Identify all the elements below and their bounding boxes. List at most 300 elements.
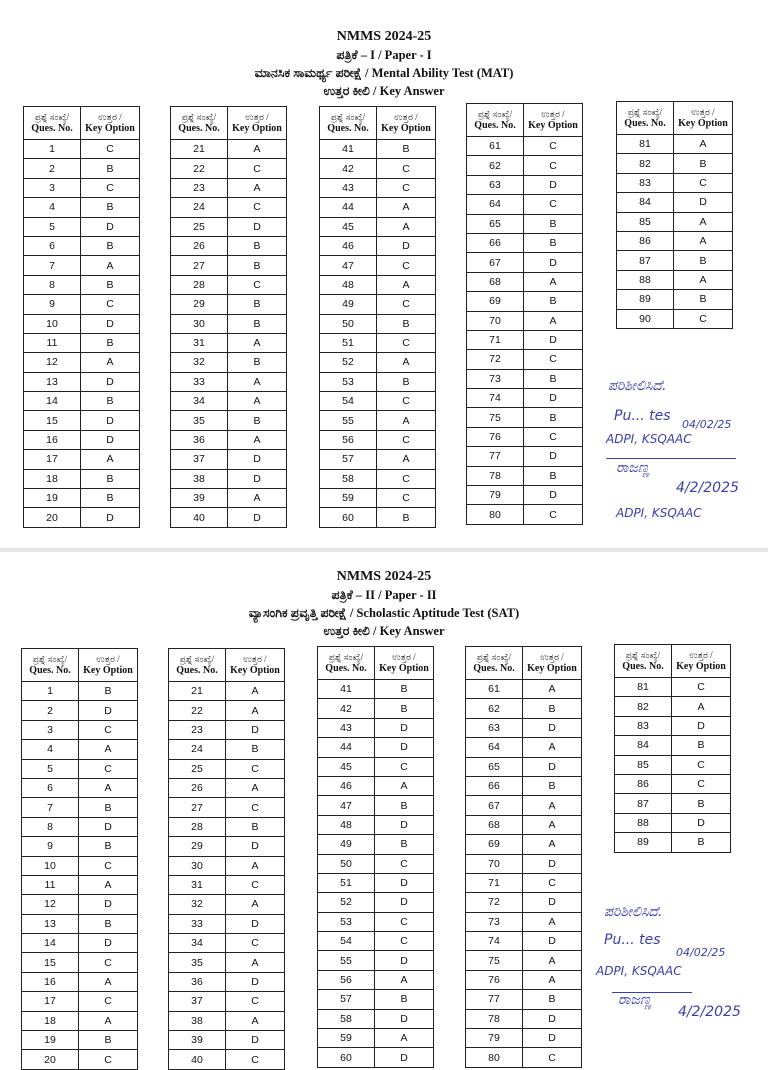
table-row [466,796,582,815]
table-row [24,411,140,430]
question-number: 15 [22,953,79,972]
question-number: 18 [22,1011,79,1030]
key-option: D [228,508,287,527]
key-option: D [228,217,287,236]
key-option: D [375,893,434,912]
key-option: D [79,895,138,914]
table-row [615,755,731,774]
question-number: 48 [320,275,377,294]
column-header-key: ಉತ್ತರ / Key Option [672,645,731,678]
table-row [22,895,138,914]
question-number: 54 [320,392,377,411]
key-option: D [79,701,138,720]
table-row [320,198,436,217]
question-number: 70 [467,311,524,330]
table-row [22,1031,138,1050]
question-number: 6 [24,236,81,255]
key-option: C [377,295,436,314]
key-option: D [377,236,436,255]
table-row [320,430,436,449]
question-number: 45 [320,217,377,236]
key-option: C [377,333,436,352]
table-row [466,699,582,718]
question-number: 18 [24,469,81,488]
table-row [22,856,138,875]
key-option: D [524,486,583,505]
key-option: B [523,990,582,1009]
question-number: 63 [466,718,523,737]
question-number: 71 [467,330,524,349]
table-row [318,680,434,699]
table-row [320,295,436,314]
key-option: D [375,1048,434,1067]
table-row [169,895,285,914]
table-row [467,311,583,330]
table-row [466,835,582,854]
table-row [22,1050,138,1069]
answer-table [168,648,285,1070]
table-row [318,757,434,776]
key-option: B [524,369,583,388]
table-row [171,256,287,275]
table-row [171,333,287,352]
question-number: 84 [615,736,672,755]
signature: ರಾಜಣ್ಣ [618,992,652,1008]
table-row [24,489,140,508]
question-number: 38 [169,1011,226,1030]
table-row [467,466,583,485]
question-number: 48 [318,815,375,834]
column-header-key: ಉತ್ತರ / Key Option [523,647,582,680]
key-option: A [674,212,733,231]
table-row [24,314,140,333]
question-number: 39 [171,489,228,508]
key-option: A [81,450,140,469]
table-row [22,1011,138,1030]
table-row [615,813,731,832]
table-row [320,353,436,372]
question-number: 14 [24,392,81,411]
key-option: B [674,251,733,270]
table-row [617,309,733,328]
question-number: 59 [318,1029,375,1048]
key-option: A [228,140,287,159]
key-option: A [523,835,582,854]
table-row [615,697,731,716]
question-number: 35 [169,953,226,972]
table-row [615,716,731,735]
question-number: 73 [467,369,524,388]
table-row [171,450,287,469]
key-option: B [375,680,434,699]
table-row [169,720,285,739]
table-row [320,489,436,508]
key-option: D [375,951,434,970]
paper-2-test-line: ವ್ಯಾಸಂಗಿಕ ಪ್ರವೃತ್ತಿ ಪರೀಕ್ಷೆ / Scholastic Aptitude Test (SAT) [248,606,520,620]
key-option: C [375,757,434,776]
key-option: A [674,270,733,289]
key-option: C [524,195,583,214]
question-number: 81 [615,678,672,697]
key-option: D [523,854,582,873]
key-option: A [79,875,138,894]
table-row [169,856,285,875]
question-number: 49 [320,295,377,314]
question-number: 13 [24,372,81,391]
table-row [169,1031,285,1050]
table-row [171,353,287,372]
key-option: C [523,1048,582,1067]
answer-table [614,644,731,853]
key-option: B [228,295,287,314]
key-option: D [81,314,140,333]
question-number: 21 [171,140,228,159]
question-number: 43 [320,178,377,197]
key-option: B [228,256,287,275]
question-number: 14 [22,934,79,953]
question-number: 8 [22,817,79,836]
table-row [169,837,285,856]
table-row [169,992,285,1011]
key-option: A [524,272,583,291]
key-option: C [226,1050,285,1069]
table-row [318,970,434,989]
question-number: 89 [615,833,672,852]
question-number: 60 [318,1048,375,1067]
key-option: C [377,469,436,488]
question-number: 74 [466,932,523,951]
key-option: D [375,815,434,834]
table-row [24,159,140,178]
paper-2-paper-line: ಪತ್ರಿಕೆ – II / Paper - II [331,588,437,602]
key-option: A [228,372,287,391]
question-number: 3 [22,720,79,739]
key-option: B [377,508,436,527]
table-row [169,914,285,933]
table-row [24,236,140,255]
table-row [22,778,138,797]
question-number: 45 [318,757,375,776]
key-option: B [375,796,434,815]
key-option: C [375,932,434,951]
key-option: C [377,159,436,178]
table-row [320,236,436,255]
question-number: 33 [169,914,226,933]
key-option: D [226,720,285,739]
question-number: 30 [169,856,226,875]
column-header-question: ಪ್ರಶ್ನೆ ಸಂಖ್ಯೆ/ Ques. No. [22,649,79,682]
table-row [467,272,583,291]
table-row [24,198,140,217]
question-number: 62 [466,699,523,718]
answer-table [21,648,138,1070]
key-option: D [523,757,582,776]
question-number: 35 [171,411,228,430]
key-option: A [523,796,582,815]
question-number: 43 [318,718,375,737]
table-row [24,295,140,314]
table-row [318,951,434,970]
key-option: D [81,411,140,430]
table-row [169,972,285,991]
question-number: 16 [24,430,81,449]
key-option: D [226,972,285,991]
column-header-key: ಉತ್ತರ / Key Option [375,647,434,680]
question-number: 50 [318,854,375,873]
question-number: 31 [171,333,228,352]
key-option: D [523,1029,582,1048]
key-option: D [226,837,285,856]
key-option: B [81,333,140,352]
question-number: 47 [320,256,377,275]
table-row [171,159,287,178]
question-number: 27 [169,798,226,817]
table-row [171,411,287,430]
table-row [22,953,138,972]
key-option: B [524,233,583,252]
question-number: 34 [171,392,228,411]
table-row [171,430,287,449]
question-number: 56 [320,430,377,449]
column-header-question: ಪ್ರಶ್ನೆ ಸಂಖ್ಯೆ/ Ques. No. [617,102,674,135]
column-header-question: ಪ್ರಶ್ನೆ ಸಂಖ್ಯೆ/ Ques. No. [320,107,377,140]
table-row [467,486,583,505]
question-number: 39 [169,1031,226,1050]
table-row [467,369,583,388]
question-number: 52 [320,353,377,372]
key-option: B [228,314,287,333]
key-option: C [377,392,436,411]
question-number: 82 [617,154,674,173]
table-row [22,817,138,836]
paper-1-title: NMMS 2024-25 [336,29,432,44]
question-number: 65 [467,214,524,233]
table-row [467,330,583,349]
table-row [320,508,436,527]
key-option: B [524,214,583,233]
column-header-key: ಉತ್ತರ / Key Option [79,649,138,682]
table-row [24,469,140,488]
table-row [22,701,138,720]
table-row [171,295,287,314]
key-option: D [226,914,285,933]
table-row [171,275,287,294]
key-option: A [377,450,436,469]
question-number: 72 [467,350,524,369]
table-row [318,796,434,815]
question-number: 88 [615,813,672,832]
key-option: C [226,875,285,894]
table-row [467,350,583,369]
key-option: A [523,970,582,989]
question-number: 66 [467,233,524,252]
answer-table [616,101,733,329]
table-row [466,1029,582,1048]
key-option: B [81,469,140,488]
key-option: C [81,178,140,197]
question-number: 68 [466,815,523,834]
table-row [22,875,138,894]
column-header-key: ಉತ್ತರ / Key Option [674,102,733,135]
question-number: 85 [615,755,672,774]
question-number: 62 [467,156,524,175]
table-row [171,469,287,488]
table-row [466,680,582,699]
key-option: D [672,716,731,735]
table-row [466,738,582,757]
key-option: D [523,718,582,737]
key-option: D [672,813,731,832]
question-number: 57 [318,990,375,1009]
table-row [169,953,285,972]
question-number: 79 [467,486,524,505]
answer-key-page-paper-2 [0,552,768,1066]
table-row [467,195,583,214]
table-row [320,140,436,159]
question-number: 7 [24,256,81,275]
table-row [24,450,140,469]
key-option: B [377,140,436,159]
question-number: 77 [466,990,523,1009]
question-number: 2 [22,701,79,720]
table-row [22,740,138,759]
table-row [318,932,434,951]
key-option: A [226,701,285,720]
question-number: 38 [171,469,228,488]
table-row [615,774,731,793]
key-option: A [674,135,733,154]
table-row [466,854,582,873]
answer-table [170,106,287,528]
table-row [615,736,731,755]
table-row [320,314,436,333]
question-number: 29 [171,295,228,314]
key-option: B [524,408,583,427]
question-number: 20 [22,1050,79,1069]
question-number: 36 [171,430,228,449]
key-option: A [377,275,436,294]
question-number: 28 [171,275,228,294]
question-number: 46 [318,776,375,795]
question-number: 8 [24,275,81,294]
table-row [171,314,287,333]
question-number: 47 [318,796,375,815]
table-row [318,893,434,912]
table-row [171,140,287,159]
question-number: 24 [171,198,228,217]
question-number: 17 [22,992,79,1011]
key-option: B [672,736,731,755]
table-row [320,275,436,294]
signature-underline [606,458,736,459]
question-number: 58 [320,469,377,488]
key-option: D [81,508,140,527]
key-option: C [377,256,436,275]
question-number: 1 [22,682,79,701]
key-option: C [226,759,285,778]
answer-table [466,103,583,525]
table-row [318,718,434,737]
question-number: 83 [615,716,672,735]
key-option: B [228,236,287,255]
table-row [171,372,287,391]
question-number: 66 [466,776,523,795]
table-row [318,990,434,1009]
question-number: 75 [467,408,524,427]
table-row [467,253,583,272]
question-number: 25 [169,759,226,778]
table-row [466,932,582,951]
question-number: 10 [24,314,81,333]
table-row [466,970,582,989]
key-option: B [375,835,434,854]
office-1: ADPI, KSQAAC [606,432,692,446]
table-row [617,173,733,192]
table-row [615,833,731,852]
question-number: 51 [318,873,375,892]
key-option: D [375,873,434,892]
question-number: 12 [22,895,79,914]
table-row [22,759,138,778]
table-row [320,392,436,411]
table-row [24,372,140,391]
table-row [318,873,434,892]
key-option: A [523,738,582,757]
key-option: B [674,290,733,309]
key-option: C [672,755,731,774]
question-number: 41 [320,140,377,159]
table-row [617,212,733,231]
table-row [467,156,583,175]
key-option: A [228,178,287,197]
question-number: 1 [24,140,81,159]
question-number: 85 [617,212,674,231]
question-number: 26 [169,778,226,797]
table-row [22,682,138,701]
key-option: B [523,699,582,718]
key-option: A [79,740,138,759]
table-row [320,469,436,488]
question-number: 44 [318,738,375,757]
table-row [467,175,583,194]
table-row [169,817,285,836]
key-option: B [226,740,285,759]
question-number: 72 [466,893,523,912]
question-number: 84 [617,193,674,212]
column-header-question: ಪ್ರಶ್ನೆ ಸಂಖ್ಯೆ/ Ques. No. [24,107,81,140]
column-header-key: ಉತ್ತರ / Key Option [228,107,287,140]
table-row [171,178,287,197]
table-row [467,214,583,233]
table-row [617,251,733,270]
question-number: 83 [617,173,674,192]
question-number: 9 [22,837,79,856]
table-row [467,447,583,466]
question-number: 11 [24,333,81,352]
question-number: 59 [320,489,377,508]
table-row [466,1009,582,1028]
key-option: C [226,798,285,817]
key-option: D [524,253,583,272]
question-number: 69 [467,292,524,311]
table-row [320,159,436,178]
table-row [466,912,582,931]
question-number: 9 [24,295,81,314]
key-option: A [375,1029,434,1048]
table-row [22,837,138,856]
key-option: B [375,699,434,718]
key-option: B [81,489,140,508]
